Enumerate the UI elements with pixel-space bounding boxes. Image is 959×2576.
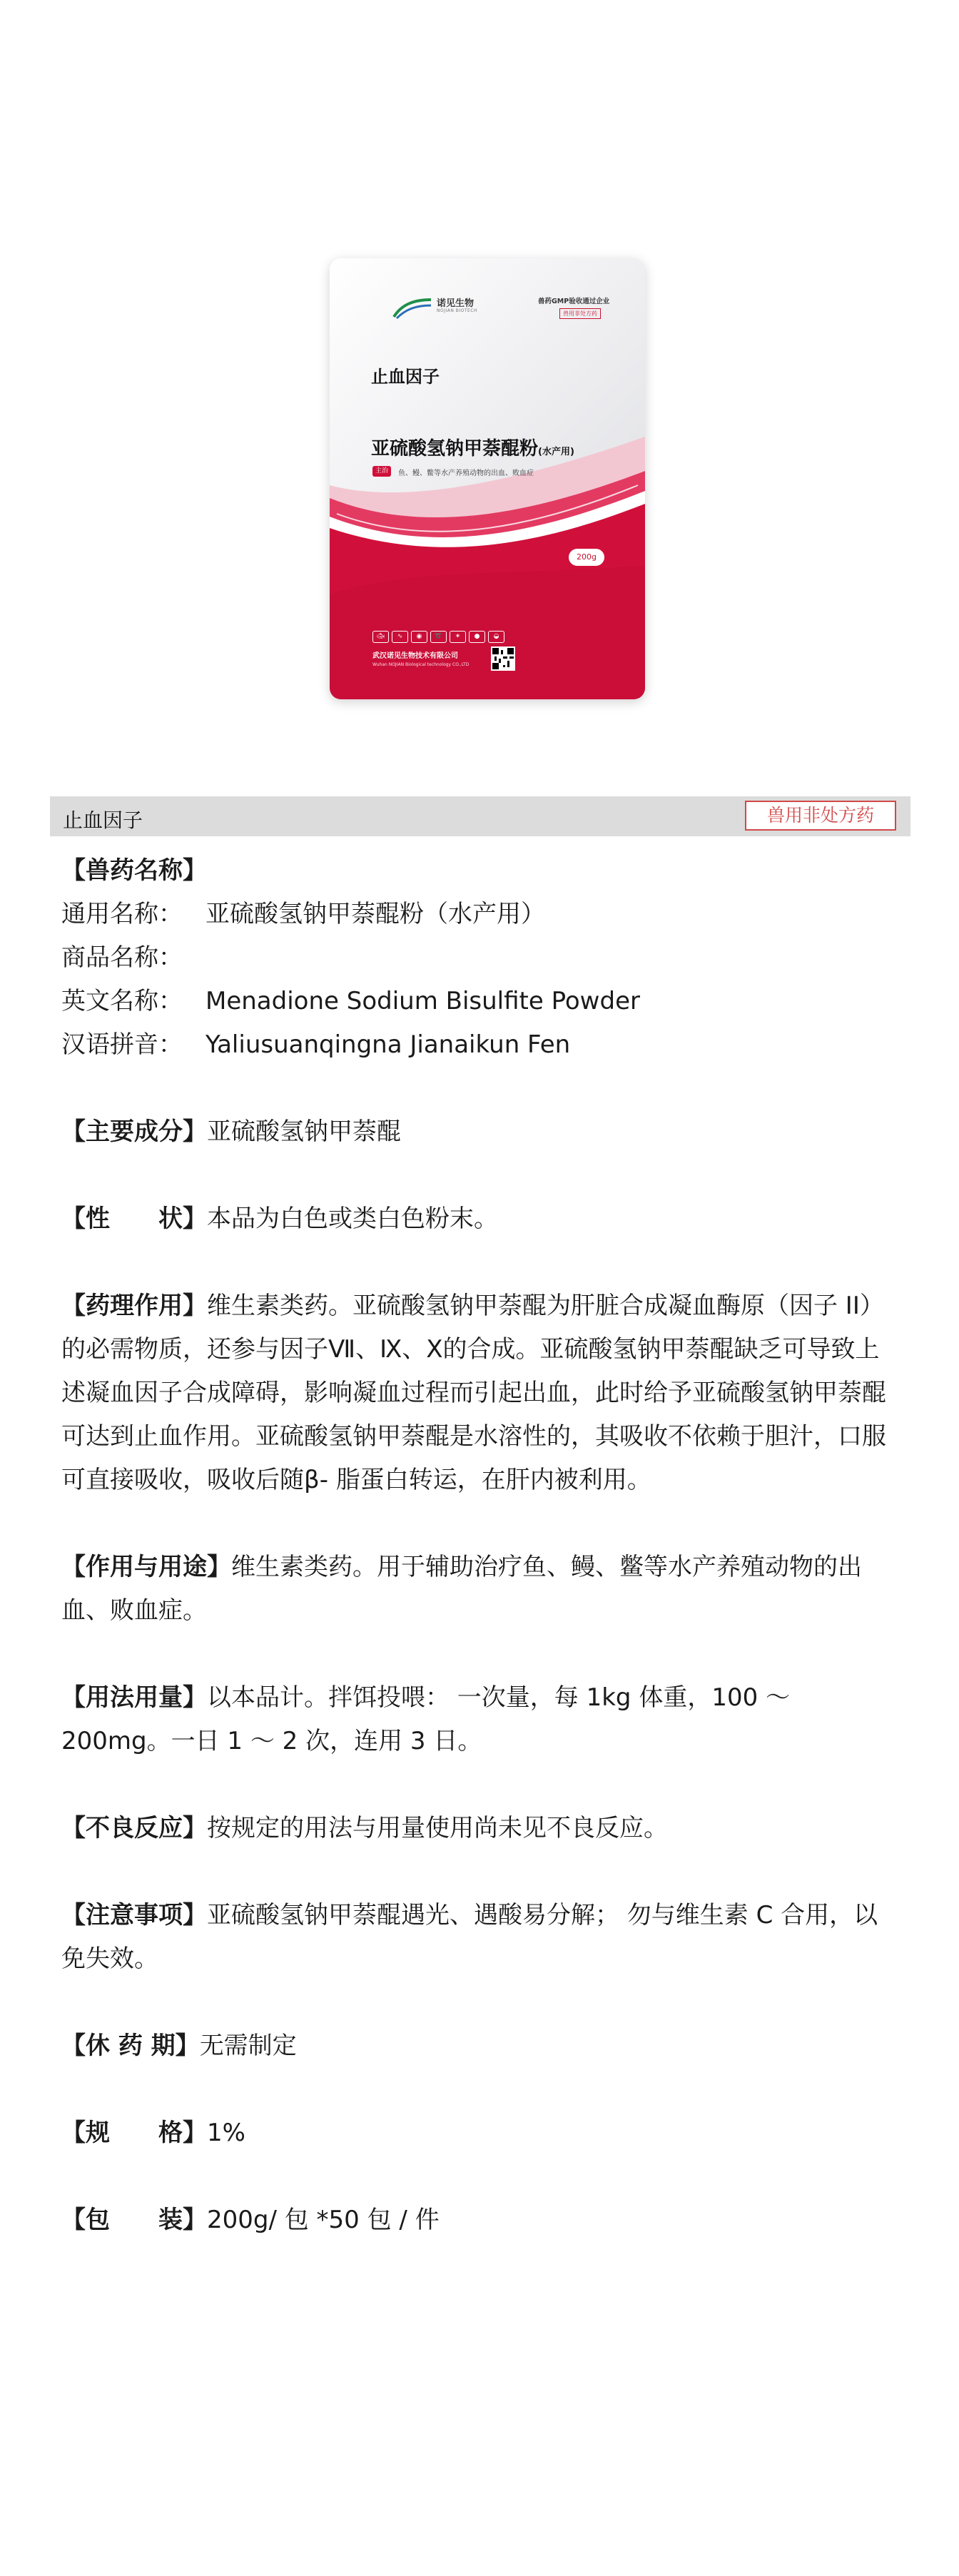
- page-title: 止血因子: [63, 808, 143, 832]
- section-heading: 【包 装】: [61, 2206, 207, 2234]
- package-otc-badge: 兽用非处方药: [559, 308, 601, 319]
- field-label: 商品名称：: [61, 943, 183, 972]
- package-brand-en: NOJIAN BIOTECH: [437, 308, 478, 313]
- package-company-en: Wuhan NOJIAN Biological technology CO.,LTD: [372, 662, 470, 667]
- section-text: 以本品计。拌饵投喂： 一次量，每 1kg 体重，100 ～ 200mg。一日 1 ～ 2 次，连用 3 日。: [61, 1683, 791, 1755]
- package-company: 武汉诺见生物技术有限公司: [372, 652, 458, 660]
- section-pharmacology: [61, 1284, 896, 1502]
- section-heading: 【用法用量】: [61, 1683, 207, 1712]
- package-product-name: [371, 434, 574, 460]
- package-product-name-main: 亚硫酸氢钠甲萘醌粉: [371, 438, 539, 460]
- crab-icon: ✶: [450, 631, 466, 643]
- product-package-image: [330, 258, 645, 699]
- qr-code-icon: [491, 646, 515, 671]
- field-pinyin: [61, 1023, 896, 1067]
- package-product-name-suffix: (水产用): [538, 447, 574, 457]
- package-brand: 诺见生物: [437, 298, 475, 309]
- section-heading: 【休 药 期】: [61, 2032, 200, 2060]
- eel-icon: ∿: [392, 631, 408, 643]
- otc-badge: 兽用非处方药: [745, 801, 896, 831]
- package-use-text: 鱼、鳗、鳖等水产养殖动物的出血、败血症: [398, 470, 534, 477]
- section-heading: 【规 格】: [61, 2119, 207, 2147]
- package-species-icons: [372, 631, 504, 643]
- section-heading: 【不良反应】: [61, 1814, 207, 1842]
- section-text: 1%: [207, 2119, 245, 2147]
- package-weight-badge: 200g: [568, 548, 605, 567]
- section-adverse-reactions: [61, 1807, 896, 1850]
- section-heading: 【药理作用】: [61, 1292, 207, 1320]
- section-heading: 【性 状】: [61, 1205, 207, 1233]
- turtle-icon: ◉: [411, 631, 427, 643]
- field-generic-name: [61, 893, 896, 936]
- section-text: 本品为白色或类白色粉末。: [207, 1205, 498, 1233]
- fish-icon: 🐟︎: [372, 631, 389, 643]
- field-value: 亚硫酸氢钠甲萘醌粉（水产用）: [206, 900, 545, 928]
- section-text: 亚硫酸氢钠甲萘醌遇光、遇酸易分解； 勿与维生素 C 合用，以免失效。: [61, 1901, 878, 1973]
- field-trade-name: [61, 936, 896, 980]
- package-category: 止血因子: [371, 367, 440, 387]
- section-heading: 【主要成分】: [61, 1117, 207, 1146]
- section-specification: [61, 2111, 896, 2155]
- section-packaging: [61, 2199, 896, 2242]
- product-description: [61, 849, 896, 2242]
- drug-name-header: 【兽药名称】: [61, 856, 207, 885]
- field-label: 汉语拼音：: [61, 1030, 183, 1059]
- field-value: Menadione Sodium Bisulfite Powder: [206, 987, 640, 1015]
- frog-icon: ●: [469, 631, 485, 643]
- section-heading: 【注意事项】: [61, 1901, 207, 1930]
- section-text: 亚硫酸氢钠甲萘醌: [207, 1117, 401, 1146]
- section-text: 200g/ 包 *50 包 / 件: [207, 2206, 440, 2234]
- section-indications: [61, 1546, 896, 1633]
- section-dosage: [61, 1676, 896, 1763]
- section-text: 按规定的用法与用量使用尚未见不良反应。: [207, 1814, 668, 1842]
- section-heading: 【作用与用途】: [61, 1553, 231, 1581]
- field-label: 通用名称：: [61, 900, 183, 928]
- brand-logo-icon: [391, 295, 434, 320]
- section-precautions: [61, 1894, 896, 1981]
- title-bar: [50, 796, 910, 836]
- field-value: Yaliusuanqingna Jianaikun Fen: [206, 1030, 571, 1059]
- section-ingredients: [61, 1110, 896, 1154]
- package-gmp-text: 兽药GMP验收通过企业: [538, 298, 610, 305]
- section-appearance: [61, 1197, 896, 1241]
- shell-icon: ◒: [488, 631, 504, 643]
- field-label: 英文名称：: [61, 987, 183, 1015]
- field-english-name: [61, 980, 896, 1023]
- section-text: 维生素类药。用于辅助治疗鱼、鳗、鳖等水产养殖动物的出血、败血症。: [61, 1553, 862, 1625]
- package-use-tag: 主治: [372, 466, 391, 477]
- shrimp-icon: ➰: [430, 631, 447, 643]
- section-text: 无需制定: [199, 2032, 297, 2060]
- section-withdrawal: [61, 2024, 896, 2068]
- section-text: 维生素类药。亚硫酸氢钠甲萘醌为肝脏合成凝血酶原（因子 II）的必需物质，还参与因子Ⅶ、Ⅸ、Ⅹ的合成。亚硫酸氢钠甲萘醌缺乏可导致上述凝血因子合成障碍，影响凝血过程而引起出血，此时给予亚硫酸氢钠甲萘醌可达到止血作用。亚硫酸氢钠甲萘醌是水溶性的，其吸收不依赖于胆汁，口服可直接吸收，吸收后随β- 脂蛋白转运，在肝内被利用。: [61, 1292, 886, 1494]
